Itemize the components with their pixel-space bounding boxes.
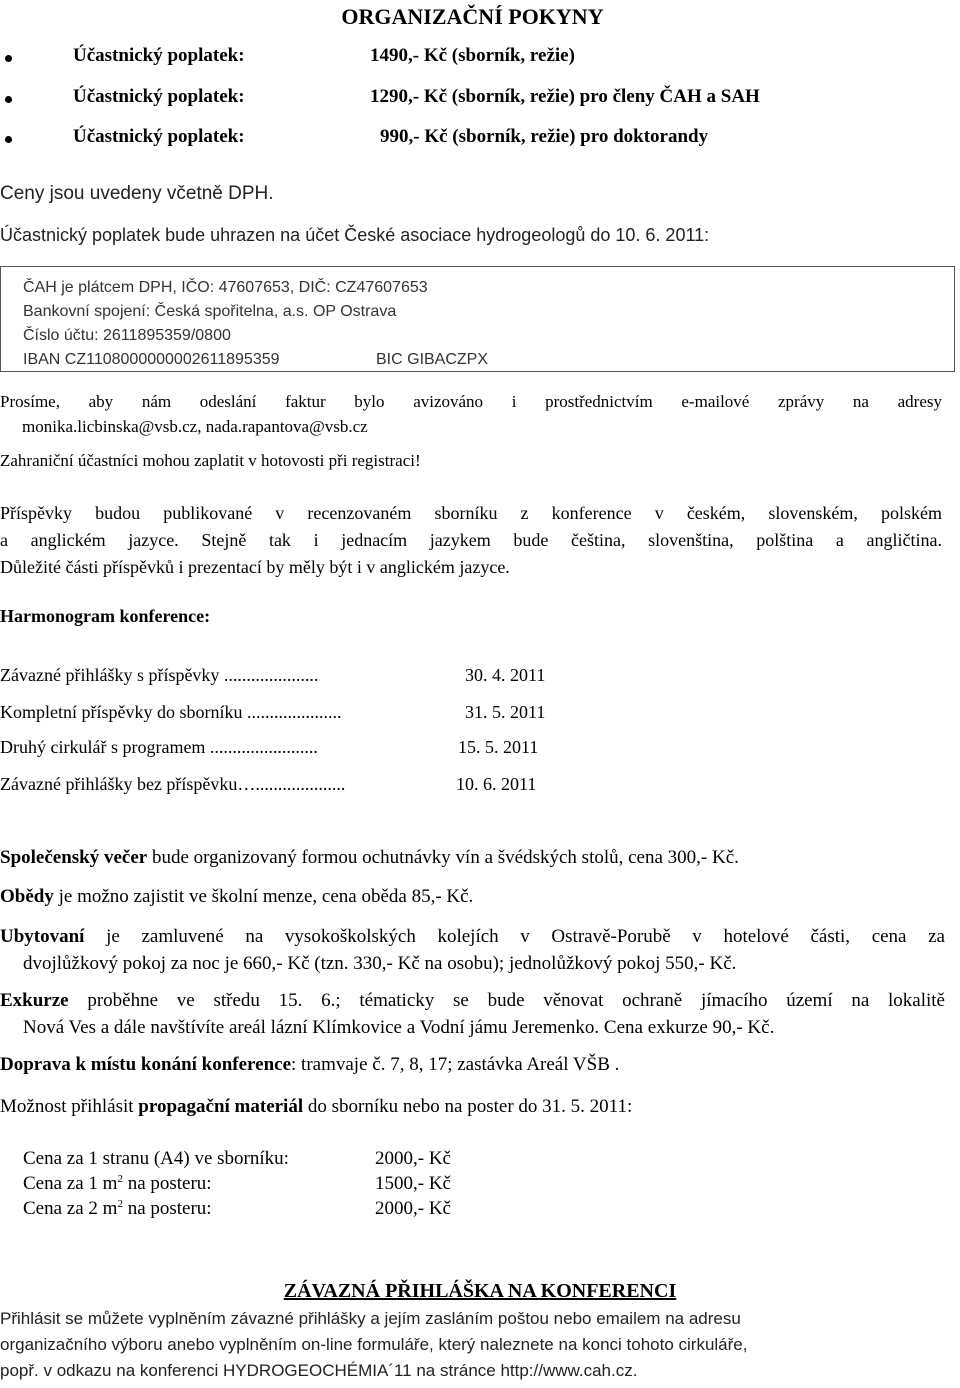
price-label-text: na posteru:: [122, 1173, 212, 1194]
fee-value: 1290,- Kč (sborník, režie) pro členy ČAH a SAH: [370, 86, 760, 107]
lunch-text: [0, 886, 473, 908]
promo-text: [0, 1096, 632, 1118]
price-label: [23, 1173, 212, 1195]
page-title: ORGANIZAČNÍ POKYNY: [341, 4, 604, 29]
papers-text: Příspěvky budou publikované v recenzovaném sborníku z konference v českém, slovenském, polském: [0, 503, 942, 523]
papers-text: a anglickém jazyce. Stejně tak i jednacím jazykem bude čeština, slovenština, polština a angličtina.: [0, 530, 942, 550]
superscript: 2: [117, 1198, 123, 1210]
price-label: Cena za 1 stranu (A4) ve sborníku:: [23, 1148, 289, 1169]
schedule-heading: Harmonogram konference:: [0, 606, 211, 626]
foreign-participants-note: Zahraniční účastníci mohou zaplatit v hotovosti při registraci!: [0, 451, 421, 470]
vat-note: Ceny jsou uvedeny včetně DPH.: [0, 183, 274, 204]
excursion-text: [0, 990, 945, 1012]
promo-details: do sborníku nebo na poster do 31. 5. 2011:: [303, 1096, 633, 1117]
schedule-item-label: Kompletní příspěvky do sborníku .....................: [0, 702, 342, 722]
bank-connection-line: Bankovní spojení: Česká spořitelna, a.s. OP Ostrava: [23, 303, 397, 320]
social-evening-details: bude organizovaný formou ochutnávky vín a švédských stolů, cena 300,- Kč.: [147, 847, 739, 868]
bank-vat-line: ČAH je plátcem DPH, IČO: 47607653, DIČ: CZ47607653: [23, 279, 428, 296]
iban-line: IBAN CZ1108000000002611895359: [23, 351, 280, 368]
transport-label: Doprava k místu konání konference: [0, 1054, 292, 1075]
accommodation-label: Ubytovaní: [0, 926, 85, 947]
excursion-details-line2: Nová Ves a dále navštívíte areál lázní Klímkovice a Vodní jámu Jeremenko. Cena exkurze 90,- Kč.: [23, 1017, 775, 1038]
fee-label: Účastnický poplatek:: [73, 86, 245, 107]
transport-details: : tramvaje č. 7, 8, 17; zastávka Areál VŠB .: [291, 1054, 620, 1075]
schedule-item-label: Závazné přihlášky bez příspěvku…....................: [0, 774, 346, 794]
fee-item: [0, 86, 900, 112]
registration-heading: ZÁVAZNÁ PŘIHLÁŠKA NA KONFERENCI: [283, 1280, 677, 1302]
superscript: 2: [117, 1173, 123, 1185]
fee-label: Účastnický poplatek:: [73, 45, 245, 66]
price-label-text: na posteru:: [122, 1198, 212, 1219]
schedule-item-label: Druhý cirkulář s programem ........................: [0, 737, 318, 757]
papers-text: Důležité části příspěvků i prezentací by měly být i v anglickém jazyce.: [0, 557, 510, 577]
registration-text: popř. v odkazu na konferenci HYDROGEOCHÉMIA´11 na stránce http://www.cah.cz.: [0, 1361, 638, 1380]
invoice-note: Prosíme, aby nám odeslání faktur bylo avizováno i prostřednictvím e-mailové zprávy na adresy: [0, 392, 942, 411]
fee-value: 1490,- Kč (sborník, režie): [370, 45, 575, 66]
excursion-label: Exkurze: [0, 990, 69, 1011]
payment-note: Účastnický poplatek bude uhrazen na účet České asociace hydrogeologů do 10. 6. 2011:: [0, 225, 710, 245]
schedule-item-date: 15. 5. 2011: [458, 737, 539, 757]
accommodation-text: [0, 926, 945, 948]
bank-details-box: [0, 266, 955, 372]
accommodation-details: je zamluvené na vysokoškolských kolejích v Ostravě-Porubě v hotelové části, cena za: [84, 926, 945, 947]
lunch-details: je možno zajistit ve školní menze, cena oběda 85,- Kč.: [53, 886, 474, 907]
promo-label: propagační materiál: [138, 1096, 304, 1117]
fee-label: Účastnický poplatek:: [73, 126, 245, 147]
price-value: 2000,- Kč: [375, 1148, 451, 1169]
fee-value: 990,- Kč (sborník, režie) pro doktorandy: [380, 126, 709, 147]
price-value: 2000,- Kč: [375, 1198, 451, 1219]
social-evening-label: Společenský večer: [0, 847, 148, 868]
price-label-text: Cena za 2 m: [23, 1198, 118, 1219]
promo-intro: Možnost přihlásit: [0, 1096, 139, 1117]
accommodation-details-line2: dvojlůžkový pokoj za noc je 660,- Kč (tzn. 330,- Kč na osobu); jednolůžkový pokoj 550,- Kč.: [23, 953, 737, 974]
schedule-item-date: 10. 6. 2011: [456, 774, 537, 794]
excursion-details: proběhne ve středu 15. 6.; tématicky se bude věnovat ochraně jímacího území na lokalitě: [68, 990, 945, 1011]
price-label: [23, 1198, 212, 1220]
schedule-item-date: 31. 5. 2011: [465, 702, 546, 722]
schedule-item-label: Závazné přihlášky s příspěvky .....................: [0, 665, 319, 685]
schedule-item-date: 30. 4. 2011: [465, 665, 546, 685]
transport-text: [0, 1054, 619, 1076]
bullet-icon: [5, 55, 12, 62]
registration-text: organizačního výboru anebo vyplněním on-line formuláře, který naleznete na konci tohoto cirkuláře,: [0, 1335, 748, 1354]
bic-line: BIC GIBACZPX: [376, 351, 489, 368]
registration-text: Přihlásit se můžete vyplněním závazné přihlášky a jejím zasláním poštou nebo emailem na adresu: [0, 1309, 741, 1328]
fee-item: [0, 126, 900, 152]
bullet-icon: [5, 136, 12, 143]
fee-item: [0, 45, 900, 71]
lunch-label: Obědy: [0, 886, 54, 907]
price-value: 1500,- Kč: [375, 1173, 451, 1194]
social-evening-text: [0, 847, 739, 869]
invoice-emails: monika.licbinska@vsb.cz, nada.rapantova@vsb.cz: [22, 417, 368, 436]
account-number-line: Číslo účtu: 2611895359/0800: [23, 327, 231, 344]
price-label-text: Cena za 1 m: [23, 1173, 118, 1194]
bullet-icon: [5, 96, 12, 103]
